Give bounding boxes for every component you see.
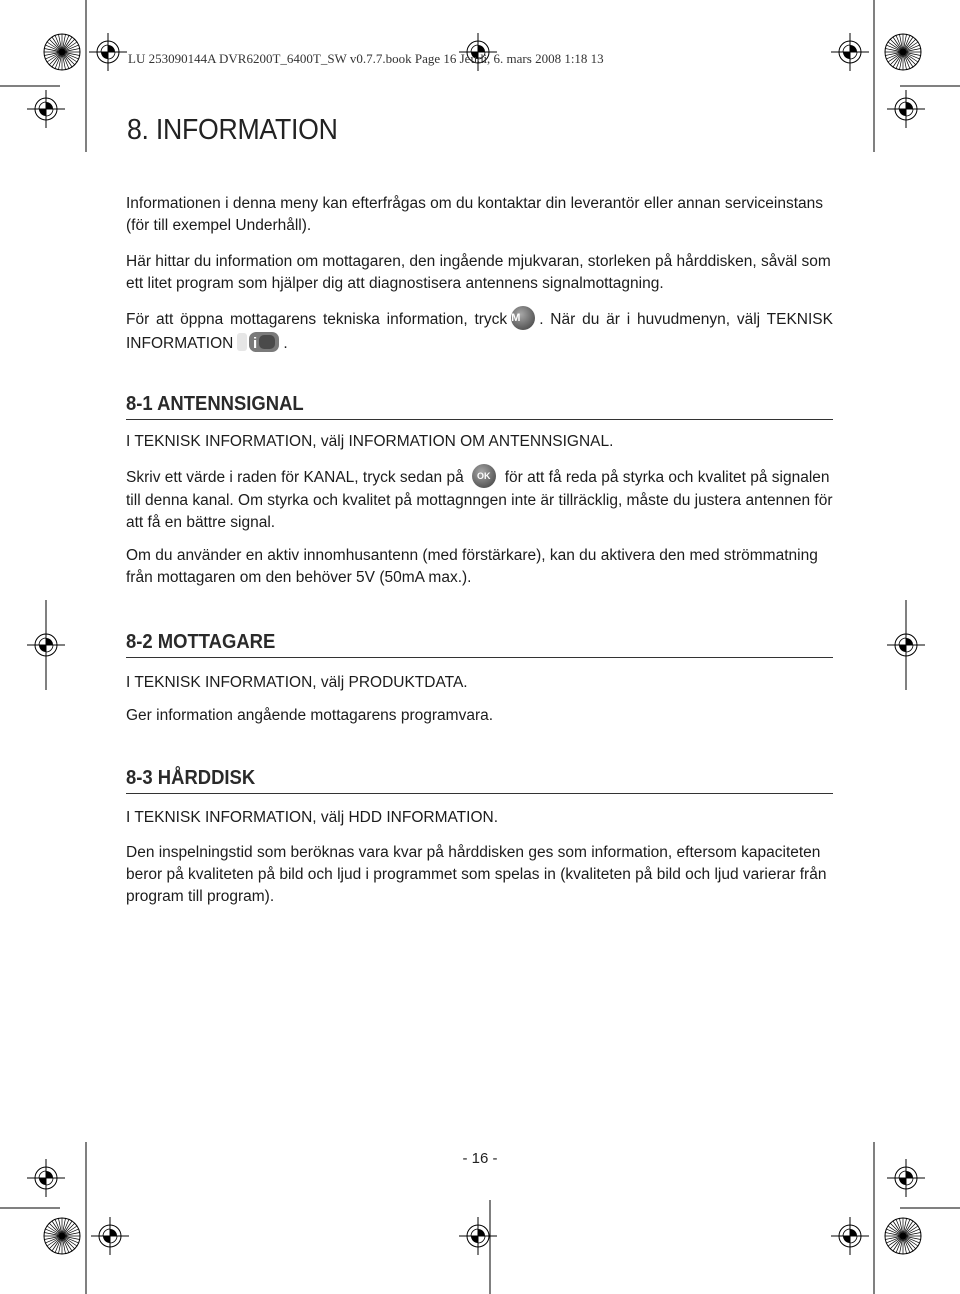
antennsignal-enter-text: Skriv ett värde i raden för KANAL, tryck sedan på: [126, 469, 464, 487]
mottagare-description: Ger information angående mottagarens programvara.: [126, 707, 494, 724]
antennsignal-paragraph: [126, 466, 833, 534]
intro-main-menu-text: . När du är i huvudmenyn, välj TEKNISK: [539, 311, 833, 329]
harddisk-instruction: I TEKNISK INFORMATION, välj HDD INFORMATION.: [126, 809, 499, 826]
harddisk-description: Den inspelningstid som beröknas vara kvar på hårddisken ges som information, eftersom kapaciteten beror på kvaliteten på bild och ljud i programmet som spelas in (kvaliteten på bild och ljud varierar från program till program).: [126, 844, 827, 905]
page-number: - 16 -: [462, 1150, 498, 1167]
antennsignal-power-paragraph: Om du använder en aktiv innomhusantenn (med förstärkare), kan du aktivera den med strömmatning från mottagaren om den behöver 5V (50mA max.).: [126, 547, 818, 586]
svg-text:i: i: [253, 335, 258, 352]
section-heading-mottagare: 8-2 MOTTAGARE: [126, 630, 833, 658]
intro-information-text: INFORMATION: [126, 335, 234, 353]
info-id-icon: [237, 330, 281, 354]
ok-button-icon: OK: [472, 464, 496, 488]
antennsignal-instruction: I TEKNISK INFORMATION, välj INFORMATION OM ANTENNSIGNAL.: [126, 433, 614, 450]
section-heading-harddisk: 8-3 HÅRDDISK: [126, 766, 833, 794]
page-title: 8. INFORMATION: [127, 114, 338, 146]
antennsignal-adjust-text: denna kanal. Om styrka och kvalitet på mottagnngen inte är tillräcklig, måste du justera antennen för att få en bättre signal.: [126, 492, 833, 531]
menu-button-icon: M: [511, 306, 535, 330]
section-heading-antennsignal: 8-1 ANTENNSIGNAL: [126, 392, 833, 420]
intro-paragraph-2: Här hittar du information om mottagaren, den ingående mjukvaran, storleken på hårddisken, såväl som ett litet program som hjälper dig att diagnostisera antennens signalmottagning.: [126, 253, 831, 292]
book-header-line: LU 253090144A DVR6200T_6400T_SW v0.7.7.book Page 16 Jeudi, 6. mars 2008 1:18 13: [128, 51, 604, 66]
antennsignal-result-text: för att få reda på styrka och kvalitet på signalen till: [126, 469, 830, 509]
intro-paragraph-1: Informationen i denna meny kan efterfrågas om du kontaktar din leverantör eller annan serviceinstans (för till exempel Underhåll).: [126, 195, 824, 234]
mottagare-instruction: I TEKNISK INFORMATION, välj PRODUKTDATA.: [126, 674, 468, 691]
intro-open-text: För att öppna mottagarens tekniska information, tryck: [126, 311, 508, 329]
intro-period: .: [283, 335, 288, 353]
intro-paragraph-3: [126, 308, 833, 356]
